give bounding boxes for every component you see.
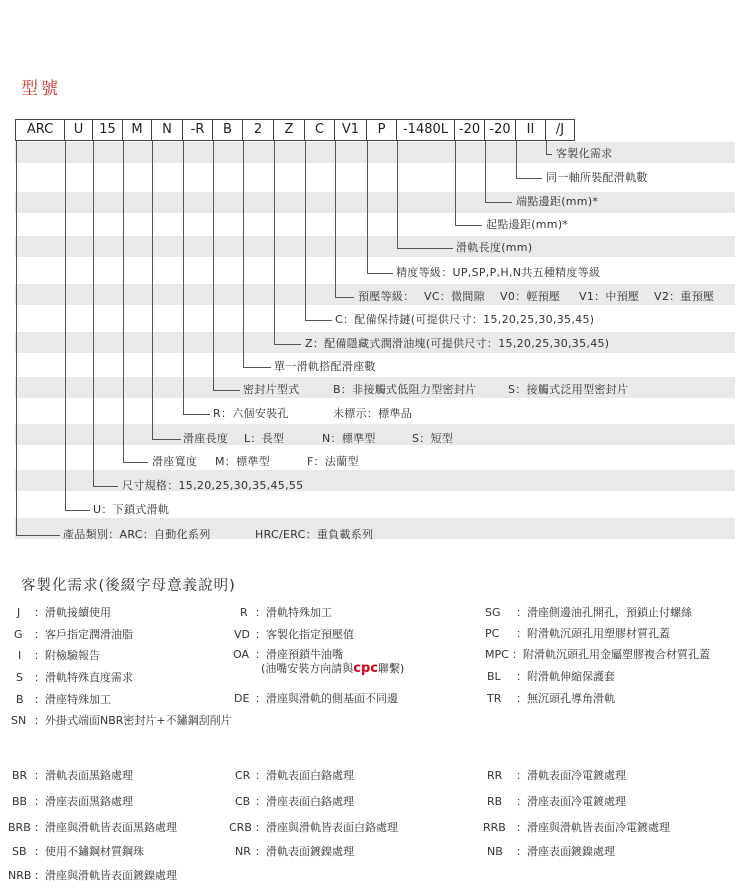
- option-note: [261, 662, 404, 676]
- surface-code: RB: [487, 795, 503, 808]
- surface-code: CB: [235, 795, 251, 808]
- code-mount: -R: [182, 119, 212, 141]
- page-title: 型號: [21, 79, 61, 99]
- option-code: PC: [485, 627, 500, 640]
- surface-code: SB: [12, 845, 27, 858]
- code-width: M: [122, 119, 151, 141]
- label-mount-none: 未標示：標準品: [333, 407, 413, 420]
- connector-line: [213, 390, 240, 391]
- label-mount-r: R：六個安裝孔: [213, 407, 289, 420]
- code-pair: II: [515, 119, 545, 141]
- connector-line: [274, 344, 301, 345]
- code-seal: B: [212, 119, 242, 141]
- label-retainer: C：配備保持鏈(可提供尺寸：15,20,25,30,35,45): [335, 313, 595, 326]
- connector-line: [367, 273, 393, 274]
- surface-desc: ：滑座與滑軌皆表面黑鉻處理: [34, 821, 177, 834]
- option-note-text: (油嘴安裝方向請與: [261, 662, 354, 675]
- code-retainer: C: [304, 119, 334, 141]
- code-arc: ARC: [15, 119, 64, 141]
- code-count: 2: [242, 119, 273, 141]
- surface-desc: ：滑軌表面白鉻處理: [255, 769, 354, 782]
- connector-line: [546, 154, 552, 155]
- option-desc: ：客製化指定預壓值: [255, 628, 354, 641]
- connector-line: [367, 141, 368, 273]
- connector-line: [397, 141, 398, 248]
- connector-line: [213, 141, 214, 390]
- label-preload-v1: V1：中預壓: [579, 290, 640, 303]
- option-desc: ：滑座預鎖牛油嘴: [255, 648, 343, 661]
- connector-line: [455, 225, 482, 226]
- option-code: R: [240, 606, 248, 619]
- cpc-logo: cpc: [353, 661, 379, 676]
- connector-line: [335, 141, 336, 297]
- surface-desc: ：滑軌表面冷電鍍處理: [516, 769, 626, 782]
- code-u: U: [64, 119, 92, 141]
- label-lube: Z：配備隱藏式潤滑油塊(可提供尺寸：15,20,25,30,35,45): [305, 337, 610, 350]
- label-preload-v0: V0：輕預壓: [500, 290, 561, 303]
- connector-line: [305, 320, 332, 321]
- surface-desc: ：滑座表面鍍鎳處理: [516, 845, 615, 858]
- connector-line: [183, 141, 184, 414]
- code-precision: P: [366, 119, 396, 141]
- surface-desc: ：滑軌表面黑鉻處理: [34, 769, 133, 782]
- surface-code: NRB: [8, 869, 32, 882]
- label-seal-s: S：接觸式泛用型密封片: [508, 383, 629, 396]
- label-end-gap: 端點邊距(mm)*: [516, 195, 599, 208]
- option-code: TR: [487, 692, 502, 705]
- option-code: OA: [233, 648, 249, 661]
- surface-code: NR: [235, 845, 251, 858]
- option-desc: ：附滑軌伸縮保護套: [516, 670, 615, 683]
- option-desc: ：外掛式端面NBR密封片+不鏽鋼刮削片: [34, 714, 232, 727]
- label-start-gap: 起點邊距(mm)*: [486, 218, 569, 231]
- code-custom: /J: [545, 119, 575, 141]
- connector-line: [152, 439, 181, 440]
- code-preload: V1: [334, 119, 366, 141]
- label-preload-v2: V2：重預壓: [654, 290, 715, 303]
- option-desc: ：無沉頭孔導角滑軌: [516, 692, 615, 705]
- code-size: 15: [92, 119, 122, 141]
- surface-desc: ：滑座與滑軌皆表面冷電鍍處理: [516, 821, 670, 834]
- connector-line: [16, 535, 60, 536]
- surface-code: NB: [487, 845, 503, 858]
- connector-line: [93, 141, 94, 486]
- code-rail-length: -1480L: [396, 119, 454, 141]
- option-code: SN: [11, 714, 27, 727]
- option-code: SG: [485, 606, 501, 619]
- connector-line: [335, 297, 354, 298]
- label-seal: 密封片型式: [243, 383, 300, 396]
- option-code: G: [14, 628, 23, 641]
- surface-desc: ：滑座與滑軌皆表面鍍鎳處理: [34, 869, 177, 882]
- code-length: N: [151, 119, 182, 141]
- label-block-width-f: F：法蘭型: [307, 455, 359, 468]
- label-block-length-n: N：標準型: [322, 432, 376, 445]
- option-code: B: [16, 693, 24, 706]
- option-desc: ：滑座特殊加工: [34, 693, 111, 706]
- label-block-count: 單一滑軌搭配滑座數: [274, 360, 376, 373]
- option-desc: ：滑軌特殊直度需求: [34, 671, 133, 684]
- surface-desc: ：使用不鏽鋼材質鋼珠: [34, 845, 144, 858]
- code-lube: Z: [273, 119, 304, 141]
- surface-desc: ：滑座表面冷電鍍處理: [516, 795, 626, 808]
- label-size: 尺寸規格：15,20,25,30,35,45,55: [122, 479, 304, 492]
- option-code: I: [18, 649, 22, 662]
- custom-heading: 客製化需求(後綴字母意義說明): [21, 578, 236, 594]
- label-custom: 客製化需求: [556, 147, 613, 160]
- surface-code: BRB: [8, 821, 31, 834]
- label-category: 產品類別：ARC：自動化系列: [63, 528, 211, 541]
- connector-line: [397, 248, 453, 249]
- option-desc: ：附檢驗報告: [34, 649, 100, 662]
- option-desc: ：滑座側邊油孔開孔，預鎖止付螺絲: [516, 606, 692, 619]
- surface-code: BB: [12, 795, 28, 808]
- label-block-width-m: M：標準型: [215, 455, 270, 468]
- option-code: S: [16, 671, 23, 684]
- label-preload-vc: VC：微間隙: [424, 290, 486, 303]
- surface-desc: ：滑座表面白鉻處理: [255, 795, 354, 808]
- option-code: DE: [234, 692, 250, 705]
- option-code: BL: [487, 670, 501, 683]
- option-desc: ：附滑軌沉頭孔用塑膠材質孔蓋: [516, 627, 670, 640]
- label-block-length-l: L：長型: [244, 432, 285, 445]
- surface-code: BR: [12, 769, 28, 782]
- option-code: J: [17, 606, 21, 619]
- label-preload: 預壓等級：: [358, 290, 415, 303]
- option-desc: ：附滑軌沉頭孔用金屬塑膠複合材質孔蓋: [512, 648, 710, 661]
- connector-line: [274, 141, 275, 344]
- connector-line: [93, 486, 118, 487]
- option-code: MPC: [485, 648, 509, 661]
- connector-line: [455, 141, 456, 225]
- option-note-text: 聯繫): [378, 662, 405, 675]
- surface-desc: ：滑座表面黑鉻處理: [34, 795, 133, 808]
- surface-code: CRB: [229, 821, 252, 834]
- connector-line: [546, 141, 547, 154]
- label-seal-b: B：非接觸式低阻力型密封片: [333, 383, 477, 396]
- connector-line: [516, 141, 517, 178]
- option-desc: ：客戶指定潤滑油脂: [34, 628, 133, 641]
- option-desc: ：滑座與滑軌的側基面不同邊: [255, 692, 398, 705]
- surface-code: CR: [235, 769, 251, 782]
- connector-line: [65, 510, 90, 511]
- label-block-length-s: S：短型: [412, 432, 454, 445]
- surface-desc: ：滑座與滑軌皆表面白鉻處理: [255, 821, 398, 834]
- code-end-gap: -20: [484, 119, 515, 141]
- connector-line: [485, 202, 512, 203]
- surface-code: RR: [487, 769, 503, 782]
- connector-line: [485, 141, 486, 202]
- connector-line: [516, 178, 542, 179]
- connector-line: [183, 414, 210, 415]
- label-category-2: HRC/ERC：重負載系列: [255, 528, 374, 541]
- connector-line: [243, 141, 244, 367]
- label-rail-length: 滑軌長度(mm): [456, 241, 533, 254]
- connector-line: [123, 141, 124, 462]
- label-block-length: 滑座長度: [183, 432, 229, 445]
- connector-line: [65, 141, 66, 510]
- connector-line: [123, 462, 148, 463]
- label-precision: 精度等級：UP,SP,P,H,N共五種精度等級: [396, 266, 601, 279]
- label-block-width: 滑座寬度: [152, 455, 198, 468]
- code-start-gap: -20: [454, 119, 484, 141]
- surface-desc: ：滑軌表面鍍鎳處理: [255, 845, 354, 858]
- option-desc: ：滑軌特殊加工: [255, 606, 332, 619]
- label-u-type: U：下鎖式滑軌: [93, 503, 170, 516]
- connector-line: [16, 141, 17, 535]
- connector-line: [152, 141, 153, 439]
- connector-line: [305, 141, 306, 320]
- surface-code: RRB: [483, 821, 506, 834]
- label-pair: 同一軸所裝配滑軌數: [546, 171, 648, 184]
- option-code: VD: [234, 628, 250, 641]
- option-desc: ：滑軌接續使用: [34, 606, 111, 619]
- connector-line: [243, 367, 271, 368]
